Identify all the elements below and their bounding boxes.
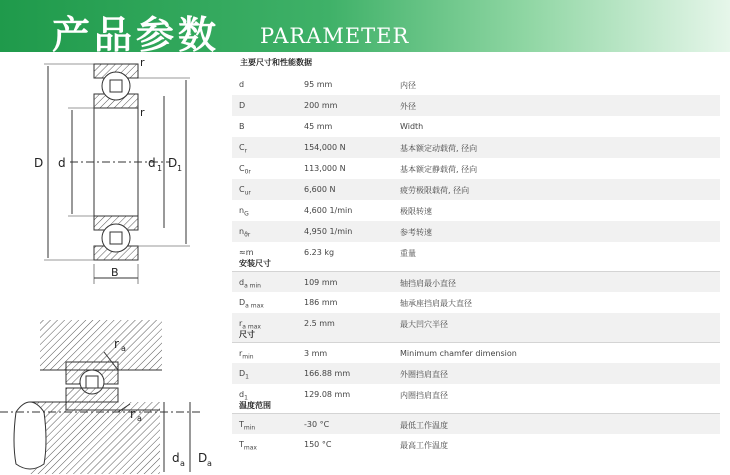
param-symbol: D	[239, 101, 246, 110]
label-B: B	[111, 266, 119, 279]
table-row	[232, 158, 720, 179]
table-row	[232, 363, 720, 384]
section-heading: 尺寸	[239, 330, 255, 339]
table-row	[232, 434, 720, 455]
param-symbol: $D_{a max}$	[239, 298, 264, 310]
param-value: 154,000 N	[304, 143, 346, 152]
label-ra-bottom-sub: a	[137, 414, 142, 423]
param-symbol: $D_1$	[239, 369, 249, 381]
param-description: 最大凹穴半径	[400, 320, 448, 329]
param-symbol: $n_G$	[239, 206, 249, 218]
table-row	[232, 221, 720, 242]
param-value: 109 mm	[304, 278, 338, 287]
label-D1-sub: 1	[177, 164, 183, 173]
param-symbol: $r_{a max}$	[239, 319, 261, 331]
parameter-table	[232, 55, 720, 455]
label-D: D	[34, 156, 44, 170]
param-symbol-subscript: min	[243, 424, 256, 432]
param-symbol-subscript: 1	[244, 394, 248, 402]
table-row	[232, 137, 720, 158]
param-value: 45 mm	[304, 122, 333, 131]
bearing-drawing	[0, 52, 232, 475]
banner-title: 产品参数	[52, 13, 221, 57]
table-row	[232, 313, 720, 342]
param-symbol: $d_1$	[239, 390, 248, 402]
param-description: 内圈挡肩直径	[400, 391, 448, 400]
label-Da-sub: a	[207, 459, 212, 468]
param-description: 基本额定动载荷, 径向	[400, 144, 478, 153]
header-banner	[0, 0, 730, 57]
param-symbol-subscript: a max	[242, 323, 261, 331]
table-row	[232, 74, 720, 95]
param-symbol: $r_{min}$	[239, 349, 254, 361]
param-symbol-subscript: a max	[245, 302, 264, 310]
param-value: 150 °C	[304, 440, 332, 449]
table-row	[232, 95, 720, 116]
param-description: Minimum chamfer dimension	[400, 349, 517, 358]
param-symbol: $C_r$	[239, 143, 248, 155]
section-heading: 安装尺寸	[239, 259, 271, 268]
param-symbol: $C_{0r}$	[239, 164, 251, 176]
param-value: 3 mm	[304, 349, 328, 358]
param-symbol-subscript: 0r	[244, 168, 251, 176]
param-value: 200 mm	[304, 101, 338, 110]
table-row	[232, 116, 720, 137]
param-value: 2.5 mm	[304, 319, 335, 328]
bearing-section-view	[44, 64, 190, 284]
table-rows	[232, 74, 720, 455]
param-description: 内径	[400, 81, 416, 90]
label-da-sub: a	[180, 459, 185, 468]
param-description: 重量	[400, 249, 416, 258]
param-value: 6,600 N	[304, 185, 336, 194]
param-symbol-subscript: ur	[244, 189, 251, 197]
param-description: 外圈挡肩直径	[400, 370, 448, 379]
banner-subtitle: PARAMETER	[260, 24, 410, 48]
param-description: 轴承座挡肩最大直径	[400, 299, 472, 308]
table-row	[232, 179, 720, 200]
param-symbol-subscript: min	[242, 353, 254, 361]
param-description: 最高工作温度	[400, 441, 448, 450]
label-d: d	[58, 156, 66, 170]
param-value: 6.23 kg	[304, 248, 335, 257]
table-row	[232, 292, 720, 313]
label-ra-top: r	[114, 337, 119, 351]
param-description: 外径	[400, 102, 416, 111]
mounting-view	[0, 320, 200, 474]
table-row	[232, 200, 720, 221]
param-symbol-subscript: ϑr	[244, 231, 251, 239]
label-d1: d	[148, 156, 156, 170]
param-symbol: d	[239, 80, 245, 89]
param-value: 113,000 N	[304, 164, 346, 173]
label-d1-sub: 1	[157, 164, 163, 173]
param-value: 4,600 1/min	[304, 206, 353, 215]
param-description: 极限转速	[400, 207, 432, 216]
param-value: 186 mm	[304, 298, 338, 307]
param-value: -30 °C	[304, 420, 330, 429]
param-symbol: $T_{min}$	[239, 420, 256, 432]
param-symbol-subscript: G	[244, 210, 249, 218]
table-row	[232, 384, 720, 413]
label-r-mid: r	[140, 106, 145, 119]
param-symbol-subscript: 1	[245, 373, 249, 381]
table-caption: 主要尺寸和性能数据	[240, 58, 312, 67]
section-heading: 温度范围	[239, 401, 271, 410]
param-symbol: $d_{a min}$	[239, 278, 261, 290]
table-row	[232, 271, 720, 292]
param-description: 参考转速	[400, 228, 432, 237]
param-description: 基本额定静载荷, 径向	[400, 165, 478, 174]
param-value: 129.08 mm	[304, 390, 351, 399]
param-description: 最低工作温度	[400, 421, 448, 430]
param-value: 4,950 1/min	[304, 227, 353, 236]
table-row	[232, 342, 720, 363]
param-symbol: B	[239, 122, 245, 131]
label-r-top: r	[140, 56, 145, 69]
param-value: 166.88 mm	[304, 369, 351, 378]
label-D1: D	[168, 156, 178, 170]
param-symbol: $C_{ur}$	[239, 185, 251, 197]
label-Da: D	[198, 451, 208, 465]
param-symbol: $T_{max}$	[239, 440, 257, 452]
table-row	[232, 413, 720, 434]
param-symbol-subscript: max	[243, 444, 257, 452]
param-symbol: ≈m	[239, 248, 254, 257]
label-ra-top-sub: a	[121, 344, 126, 353]
param-description: 轴挡肩最小直径	[400, 279, 456, 288]
param-symbol-subscript: a min	[244, 282, 261, 290]
table-row	[232, 242, 720, 271]
param-value: 95 mm	[304, 80, 333, 89]
label-da: d	[172, 451, 180, 465]
param-symbol-subscript: r	[244, 147, 248, 155]
label-ra-bottom: r	[130, 407, 135, 421]
param-description: Width	[400, 122, 424, 131]
param-symbol: $n_{ϑr}$	[239, 227, 251, 239]
param-description: 疲劳极限载荷, 径向	[400, 186, 470, 195]
